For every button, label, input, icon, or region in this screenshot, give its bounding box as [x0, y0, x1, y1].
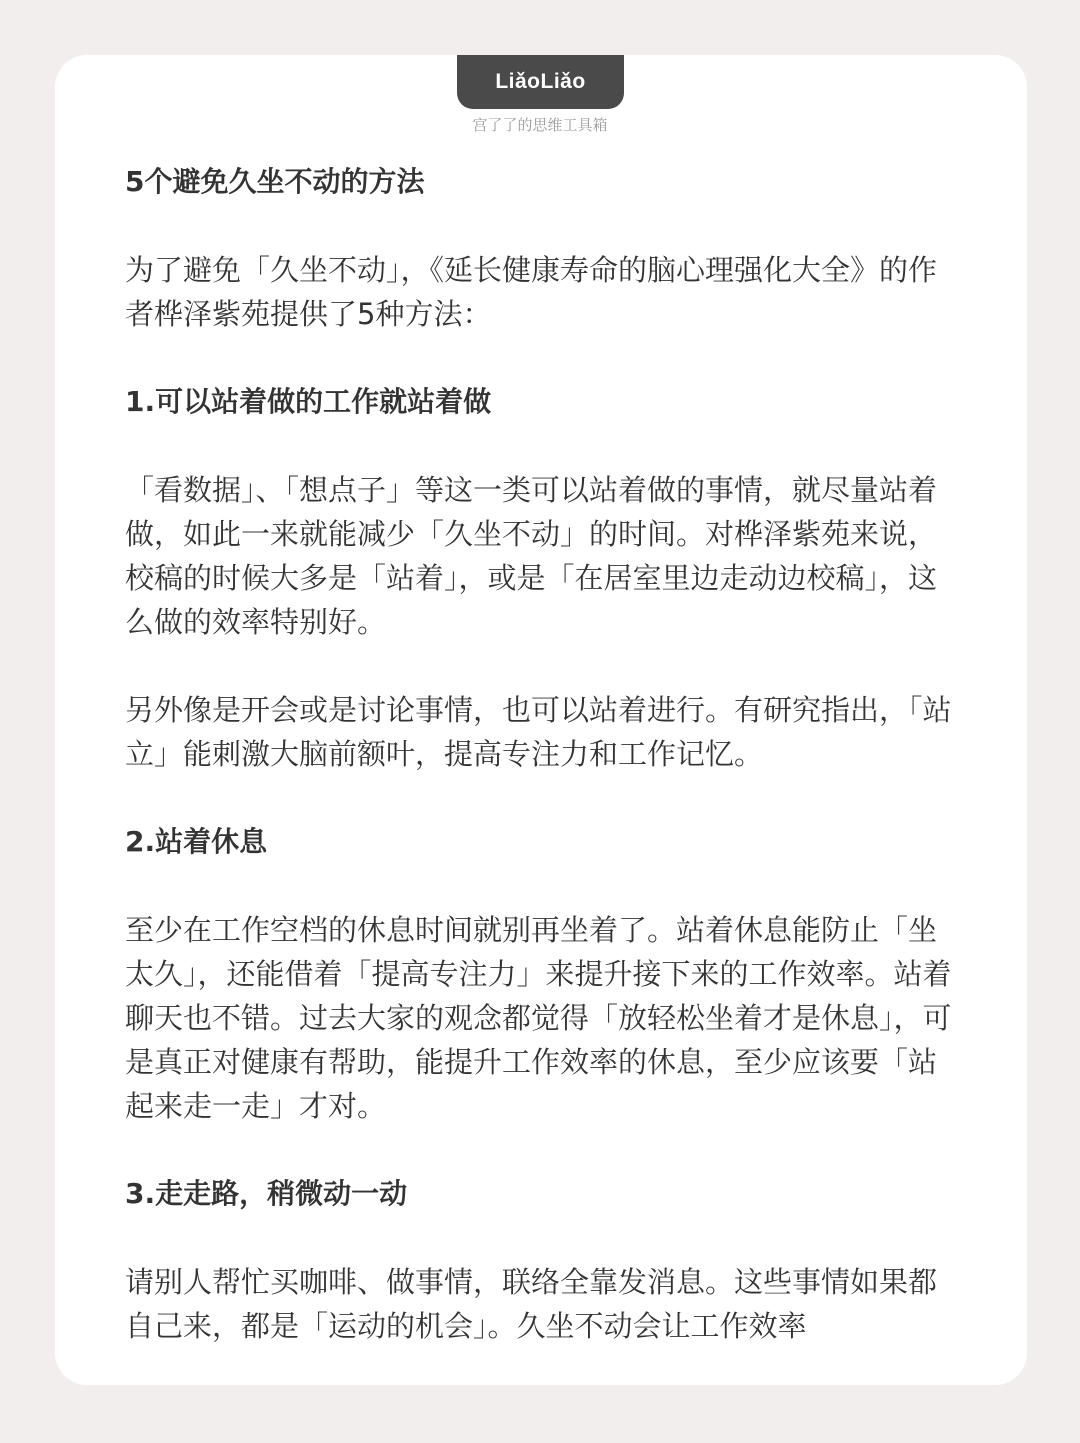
section-1-paragraph-1: 「看数据」、「想点子」等这一类可以站着做的事情，就尽量站着做，如此一来就能减少「久坐不动」的时间。对桦泽紫苑来说，校稿的时候大多是「站着」，或是「在居室里边走动边校稿」，这么做的效率特别好。 [125, 473, 938, 639]
brand-logo [457, 55, 624, 109]
section-2-paragraph-1: 至少在工作空档的休息时间就别再坐着了。站着休息能防止「坐太久」，还能借着「提高专注力」来提升接下来的工作效率。站着聊天也不错。过去大家的观念都觉得「放轻松坐着才是休息」，可是真正对健康有帮助，能提升工作效率的休息，至少应该要「站起来走一走」才对。 [125, 913, 952, 1123]
section-3-paragraph-1: 请别人帮忙买咖啡、做事情，联络全靠发消息。这些事情如果都自己来，都是「运动的机会」。久坐不动会让工作效率 [125, 1265, 938, 1343]
article-title: 5个避免久坐不动的方法 [125, 165, 425, 198]
section-1-heading: 1.可以站着做的工作就站着做 [125, 385, 492, 418]
section-1-paragraph-2: 另外像是开会或是讨论事情，也可以站着进行。有研究指出，「站立」能刺激大脑前额叶，提高专注力和工作记忆。 [125, 693, 952, 771]
section-2-heading: 2.站着休息 [125, 825, 268, 858]
brand-subtitle: 宫了了的思维工具箱 [472, 116, 608, 134]
section-3-heading: 3.走走路，稍微动一动 [125, 1177, 408, 1210]
article-body [125, 160, 960, 1348]
brand-logo-text: LiǎoLiǎo [495, 70, 586, 93]
intro-paragraph: 为了避免「久坐不动」，《延长健康寿命的脑心理强化大全》的作者桦泽紫苑提供了5种方法： [125, 253, 938, 331]
